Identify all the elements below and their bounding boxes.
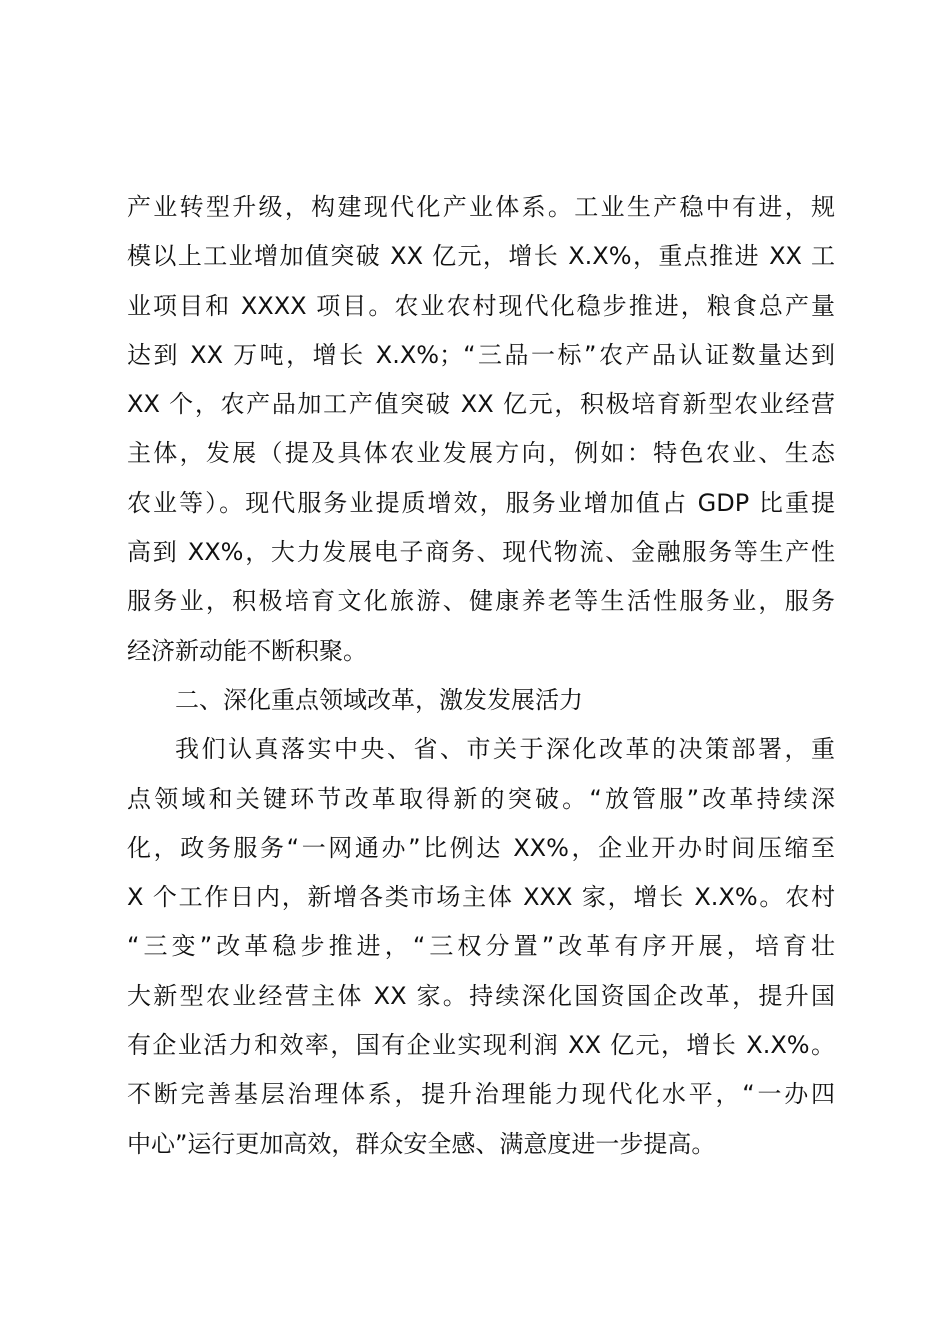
paragraph1-line-9: 服务业，积极培育文化旅游、健康养老等生活性服务业，服务: [127, 587, 835, 616]
paragraph2-line-8: 不断完善基层治理体系，提升治理能力现代化水平，“一办四: [127, 1080, 835, 1109]
paragraph1-line-10: 经济新动能不断积聚。: [127, 636, 367, 665]
paragraph1-line-3: 业项目和 XXXX 项目。农业农村现代化稳步推进，粮食总产量: [127, 291, 835, 320]
paragraph2-line-1: 我们认真落实中央、省、市关于深化改革的决策部署，重: [175, 735, 835, 764]
paragraph2-line-2: 点领域和关键环节改革取得新的突破。“放管服”改革持续深: [127, 784, 835, 813]
body-text: [127, 183, 835, 1169]
paragraph2-line-9: 中心”运行更加高效，群众安全感、满意度进一步提高。: [127, 1129, 716, 1158]
paragraph1-line-4: 达到 XX 万吨，增长 X.X%；“三品一标”农产品认证数量达到: [127, 340, 835, 369]
paragraph1-line-6: 主体，发展（提及具体农业发展方向，例如：特色农业、生态: [127, 439, 835, 468]
paragraph1-line-7: 农业等）。现代服务业提质增效，服务业增加值占 GDP 比重提: [127, 488, 835, 517]
paragraph2-line-3: 化，政务服务“一网通办”比例达 XX%，企业开办时间压缩至: [127, 833, 835, 862]
section-heading: 二、深化重点领域改革，激发发展活力: [175, 685, 583, 714]
paragraph2-line-6: 大新型农业经营主体 XX 家。持续深化国资国企改革，提升国: [127, 981, 835, 1010]
paragraph1-line-5: XX 个，农产品加工产值突破 XX 亿元，积极培育新型农业经营: [127, 390, 835, 419]
paragraph1-line-2: 模以上工业增加值突破 XX 亿元，增长 X.X%，重点推进 XX 工: [127, 242, 835, 271]
paragraph1-line-8: 高到 XX%，大力发展电子商务、现代物流、金融服务等生产性: [127, 538, 835, 567]
paragraph1-line-1: 产业转型升级，构建现代化产业体系。工业生产稳中有进，规: [127, 193, 835, 221]
paragraph2-line-7: 有企业活力和效率，国有企业实现利润 XX 亿元，增长 X.X%。: [127, 1031, 835, 1060]
paragraph2-line-4: X 个工作日内，新增各类市场主体 XXX 家，增长 X.X%。农村: [127, 883, 835, 912]
paragraph2-line-5: “三变”改革稳步推进，“三权分置”改革有序开展，培育壮: [127, 932, 835, 961]
